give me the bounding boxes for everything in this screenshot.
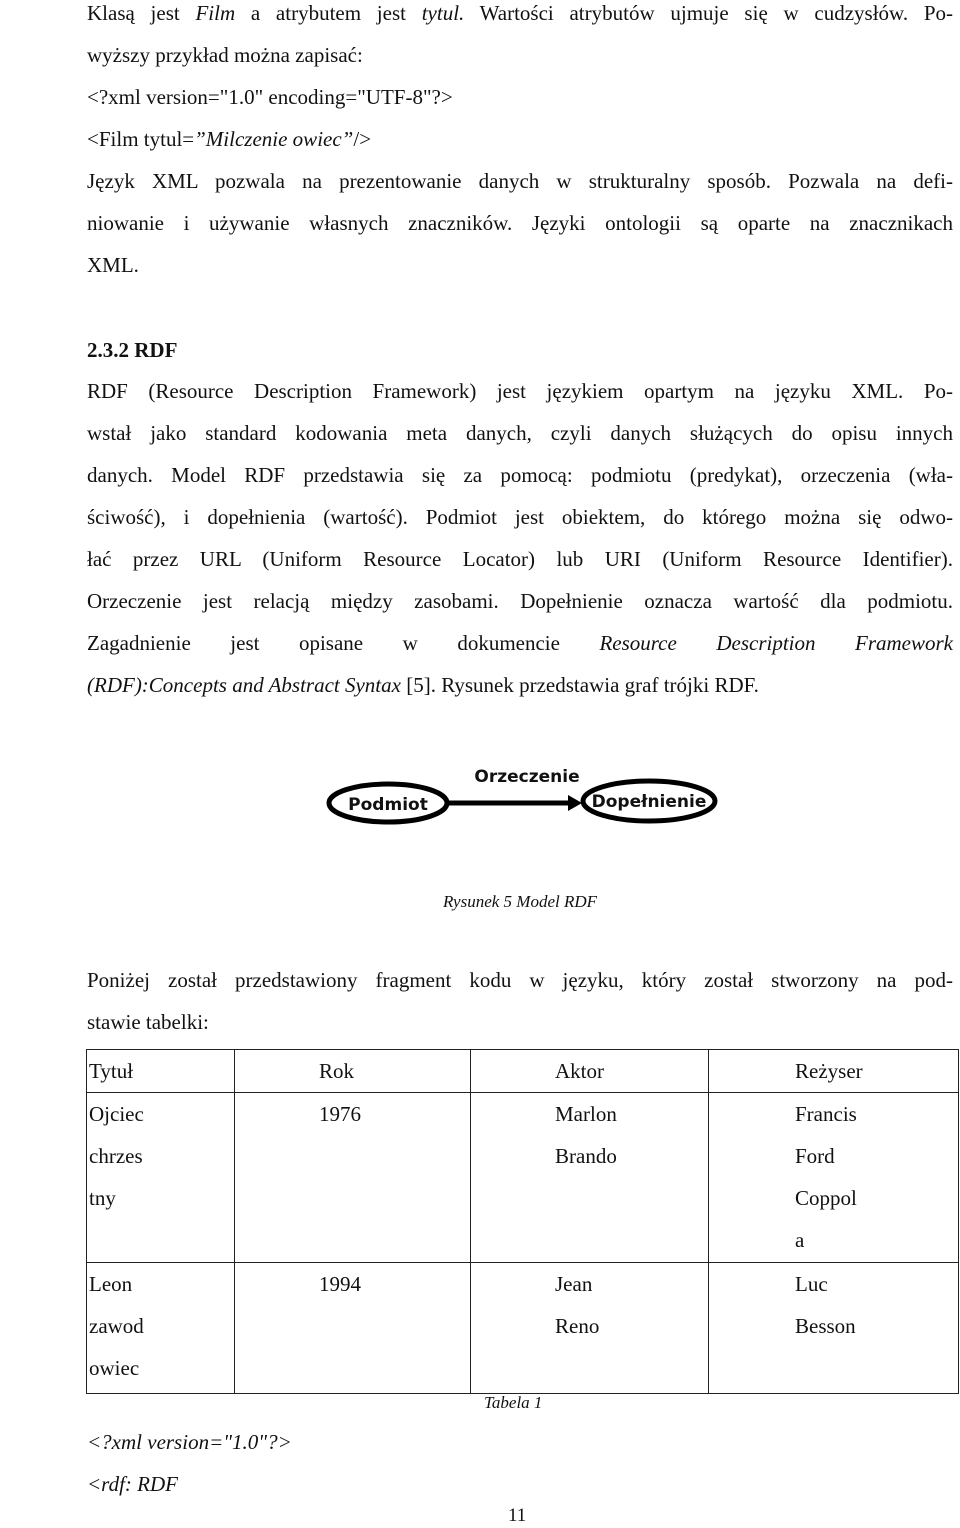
- cell-actor: [471, 1263, 709, 1394]
- section-line-4: ściwość), i dopełnienia (wartość). Podmiot jest obiektem, do którego można się odwo-: [87, 505, 953, 529]
- section-line-5: łać przez URL (Uniform Resource Locator) lub URI (Uniform Resource Identifier).: [87, 547, 953, 571]
- cell-text: Marlon: [555, 1102, 617, 1126]
- code-tail-line-2: <rdf: RDF: [87, 1472, 178, 1496]
- header-title: Tytuł: [89, 1059, 134, 1083]
- object-label: Dopełnienie: [591, 792, 707, 812]
- page-number: 11: [508, 1505, 527, 1526]
- cell-text: Luc: [795, 1272, 828, 1296]
- cell-text: Brando: [555, 1144, 617, 1168]
- cell-director: [709, 1093, 959, 1263]
- cell-director: [709, 1263, 959, 1394]
- header-cell: [471, 1050, 709, 1093]
- intro-line-2: wyższy przykład można zapisać:: [87, 43, 363, 67]
- section-line-8: (RDF):Concepts and Abstract Syntax [5]. Rysunek przedstawia graf trójki RDF.: [87, 673, 759, 697]
- cell-text: a: [795, 1228, 805, 1252]
- section-line-2: wstał jako standard kodowania meta danych, czyli danych służących do opisu innych: [87, 421, 953, 445]
- section-line-6: Orzeczenie jest relacją między zasobami. Dopełnienie oznacza wartość dla podmiotu.: [87, 589, 953, 613]
- header-director: Reżyser: [795, 1059, 863, 1083]
- cell-text: tny: [89, 1186, 116, 1210]
- section-line-3: danych. Model RDF przedstawia się za pomocą: podmiotu (predykat), orzeczenia (wła-: [87, 463, 953, 487]
- section-heading: 2.3.2 RDF: [87, 338, 178, 362]
- cell-title: [87, 1263, 235, 1394]
- cell-text: Besson: [795, 1314, 856, 1338]
- code-tail-line-1: <?xml version="1.0"?>: [87, 1430, 292, 1454]
- code-line-xml-decl: <?xml version="1.0" encoding="UTF-8"?>: [87, 85, 453, 109]
- section-line-7: Zagadnienie jest opisane w dokumencie Resource Description Framework: [87, 631, 953, 655]
- header-year: Rok: [319, 1059, 355, 1083]
- arrow-head-icon: [568, 795, 582, 811]
- table-row: [87, 1093, 959, 1263]
- cell-text: Ford: [795, 1144, 835, 1168]
- after-figure-line-2: stawie tabelki:: [87, 1010, 209, 1034]
- cell-text: Jean: [555, 1272, 593, 1296]
- header-cell: [235, 1050, 471, 1093]
- intro-line-1: Klasą jest Film a atrybutem jest tytul. Wartości atrybutów ujmuje się w cudzysłów. Po-: [87, 1, 954, 25]
- cell-text: owiec: [89, 1356, 140, 1380]
- cell-text: 1976: [319, 1102, 361, 1126]
- header-cell: [87, 1050, 235, 1093]
- predicate-label: Orzeczenie: [474, 767, 580, 787]
- intro-line-3: Język XML pozwala na prezentowanie danych w strukturalny sposób. Pozwala na defi-: [87, 169, 953, 193]
- cell-text: Ojciec: [89, 1102, 144, 1126]
- cell-text: Francis: [795, 1102, 857, 1126]
- movies-table: [86, 1049, 959, 1394]
- section-line-1: RDF (Resource Description Framework) jest językiem opartym na języku XML. Po-: [87, 379, 953, 403]
- cell-year: [235, 1263, 471, 1394]
- cell-text: Reno: [555, 1314, 600, 1338]
- cell-year: [235, 1093, 471, 1263]
- cell-text: Coppol: [795, 1186, 857, 1210]
- cell-text: Leon: [89, 1272, 133, 1296]
- after-figure-line-1: Poniżej został przedstawiony fragment kodu w języku, który został stworzony na pod-: [87, 968, 953, 992]
- cell-text: zawod: [89, 1314, 144, 1338]
- table-caption: Tabela 1: [484, 1393, 543, 1412]
- table-header-row: [87, 1050, 959, 1093]
- subject-label: Podmiot: [348, 795, 428, 815]
- code-line-film: <Film tytul=”Milczenie owiec”/>: [87, 127, 372, 151]
- intro-line-5: XML.: [87, 253, 139, 277]
- cell-actor: [471, 1093, 709, 1263]
- cell-title: [87, 1093, 235, 1263]
- cell-text: chrzes: [89, 1144, 143, 1168]
- header-cell: [709, 1050, 959, 1093]
- header-actor: Aktor: [555, 1059, 604, 1083]
- figure-caption: Rysunek 5 Model RDF: [442, 892, 598, 911]
- cell-text: 1994: [319, 1272, 361, 1296]
- table-row: [87, 1263, 959, 1394]
- rdf-triple-diagram: [320, 755, 720, 835]
- intro-line-4: niowanie i używanie własnych znaczników. Języki ontologii są oparte na znacznikach: [87, 211, 953, 235]
